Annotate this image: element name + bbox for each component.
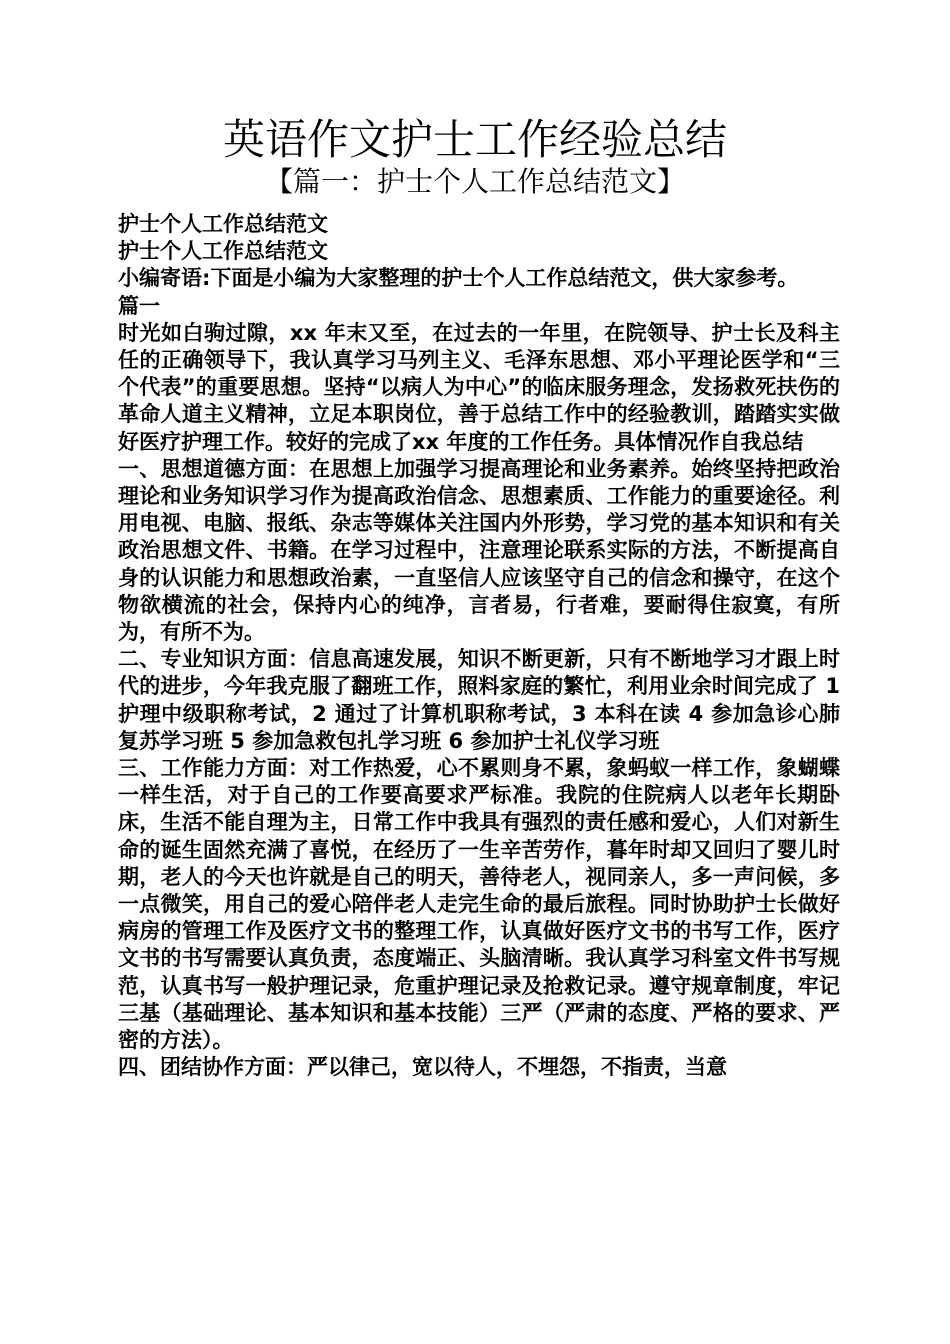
paragraph-editor-note: 小编寄语:下面是小编为大家整理的护士个人工作总结范文，供大家参考。 [118,266,799,291]
paragraph-work-ability: 三、工作能力方面：对工作热爱，心不累则身不累，象蚂蚁一样工作，象蝴蝶一样生活，对于自己的工作要高要求严标准。我院的住院病人以老年长期卧床，生活不能自理为主，日常工作中我具有强烈的责任感和爱心，人们对新生命的诞生固然充满了喜悦，在经历了一生辛苦劳作，暮年时却又回归了婴儿时期，老人的今天也许就是自己的明天，善待老人，视同亲人，多一声问候，多一点微笑，用自己的爱心陪伴老人走完生命的最后旅程。同时协助护士长做好病房的管理工作及医疗文书的整理工作，认真做好医疗文书的书写工作，医疗文书的书写需要认真负责，态度端正、头脑清晰。我认真学习科室文件书写规范，认真书写一般护理记录，危重护理记录及抢救记录。遵守规章制度，牢记三基（基础理论、基本知识和基本技能）三严（严肃的态度、严格的要求、严密的方法）。 [118,756,840,1053]
paragraph-heading-1: 护士个人工作总结范文 [118,212,328,236]
paragraph-heading-2: 护士个人工作总结范文 [118,239,328,264]
document-title: 英语作文护士工作经验总结 [222,115,727,164]
paragraph-ideology: 一、思想道德方面：在思想上加强学习提高理论和业务素养。始终坚持把政治理论和业务知识学习作为提高政治信念、思想素质、工作能力的重要途径。利用电视、电脑、报纸、杂志等媒体关注国内外形势，学习党的基本知识和有关政治思想文件、书籍。在学习过程中，注意理论联系实际的方法，不断提高自身的认识能力和思想政治素，一直坚信人应该坚守自己的信念和操守，在这个物欲横流的社会，保持内心的纯净，言者易，行者难，要耐得住寂寞，有所为，有所不为。 [118,456,840,645]
paragraph-intro: 时光如白驹过隙，xx 年末又至，在过去的一年里，在院领导、护士长及科主任的正确领导下，我认真学习马列主义、毛泽东思想、邓小平理论医学和“三个代表”的重要思想。坚持“以病人为中心”的临床服务理念，发扬救死扶伤的革命人道主义精神，立足本职岗位，善于总结工作中的经验教训，踏踏实实做好医疗护理工作。较好的完成了xx 年度的工作任务。具体情况作自我总结 [118,320,840,454]
document-body [118,211,840,1082]
paragraph-teamwork: 四、团结协作方面：严以律己，宽以待人，不埋怨，不指责，当意 [118,1055,727,1080]
paragraph-professional-knowledge: 二、专业知识方面：信息高速发展，知识不断更新，只有不断地学习才跟上时代的进步，今年我克服了翻班工作，照料家庭的繁忙，利用业余时间完成了 1 护理中级职称考试，2 通过了计算机职称考试，3 本科在读 4 参加急诊心肺复苏学习班 5 参加急救包扎学习班 6 参加护士礼仪学习班 [118,647,840,753]
paragraph-section-label: 篇一 [118,293,160,318]
document-subtitle: 【篇一：护士个人工作总结范文】 [264,165,685,198]
